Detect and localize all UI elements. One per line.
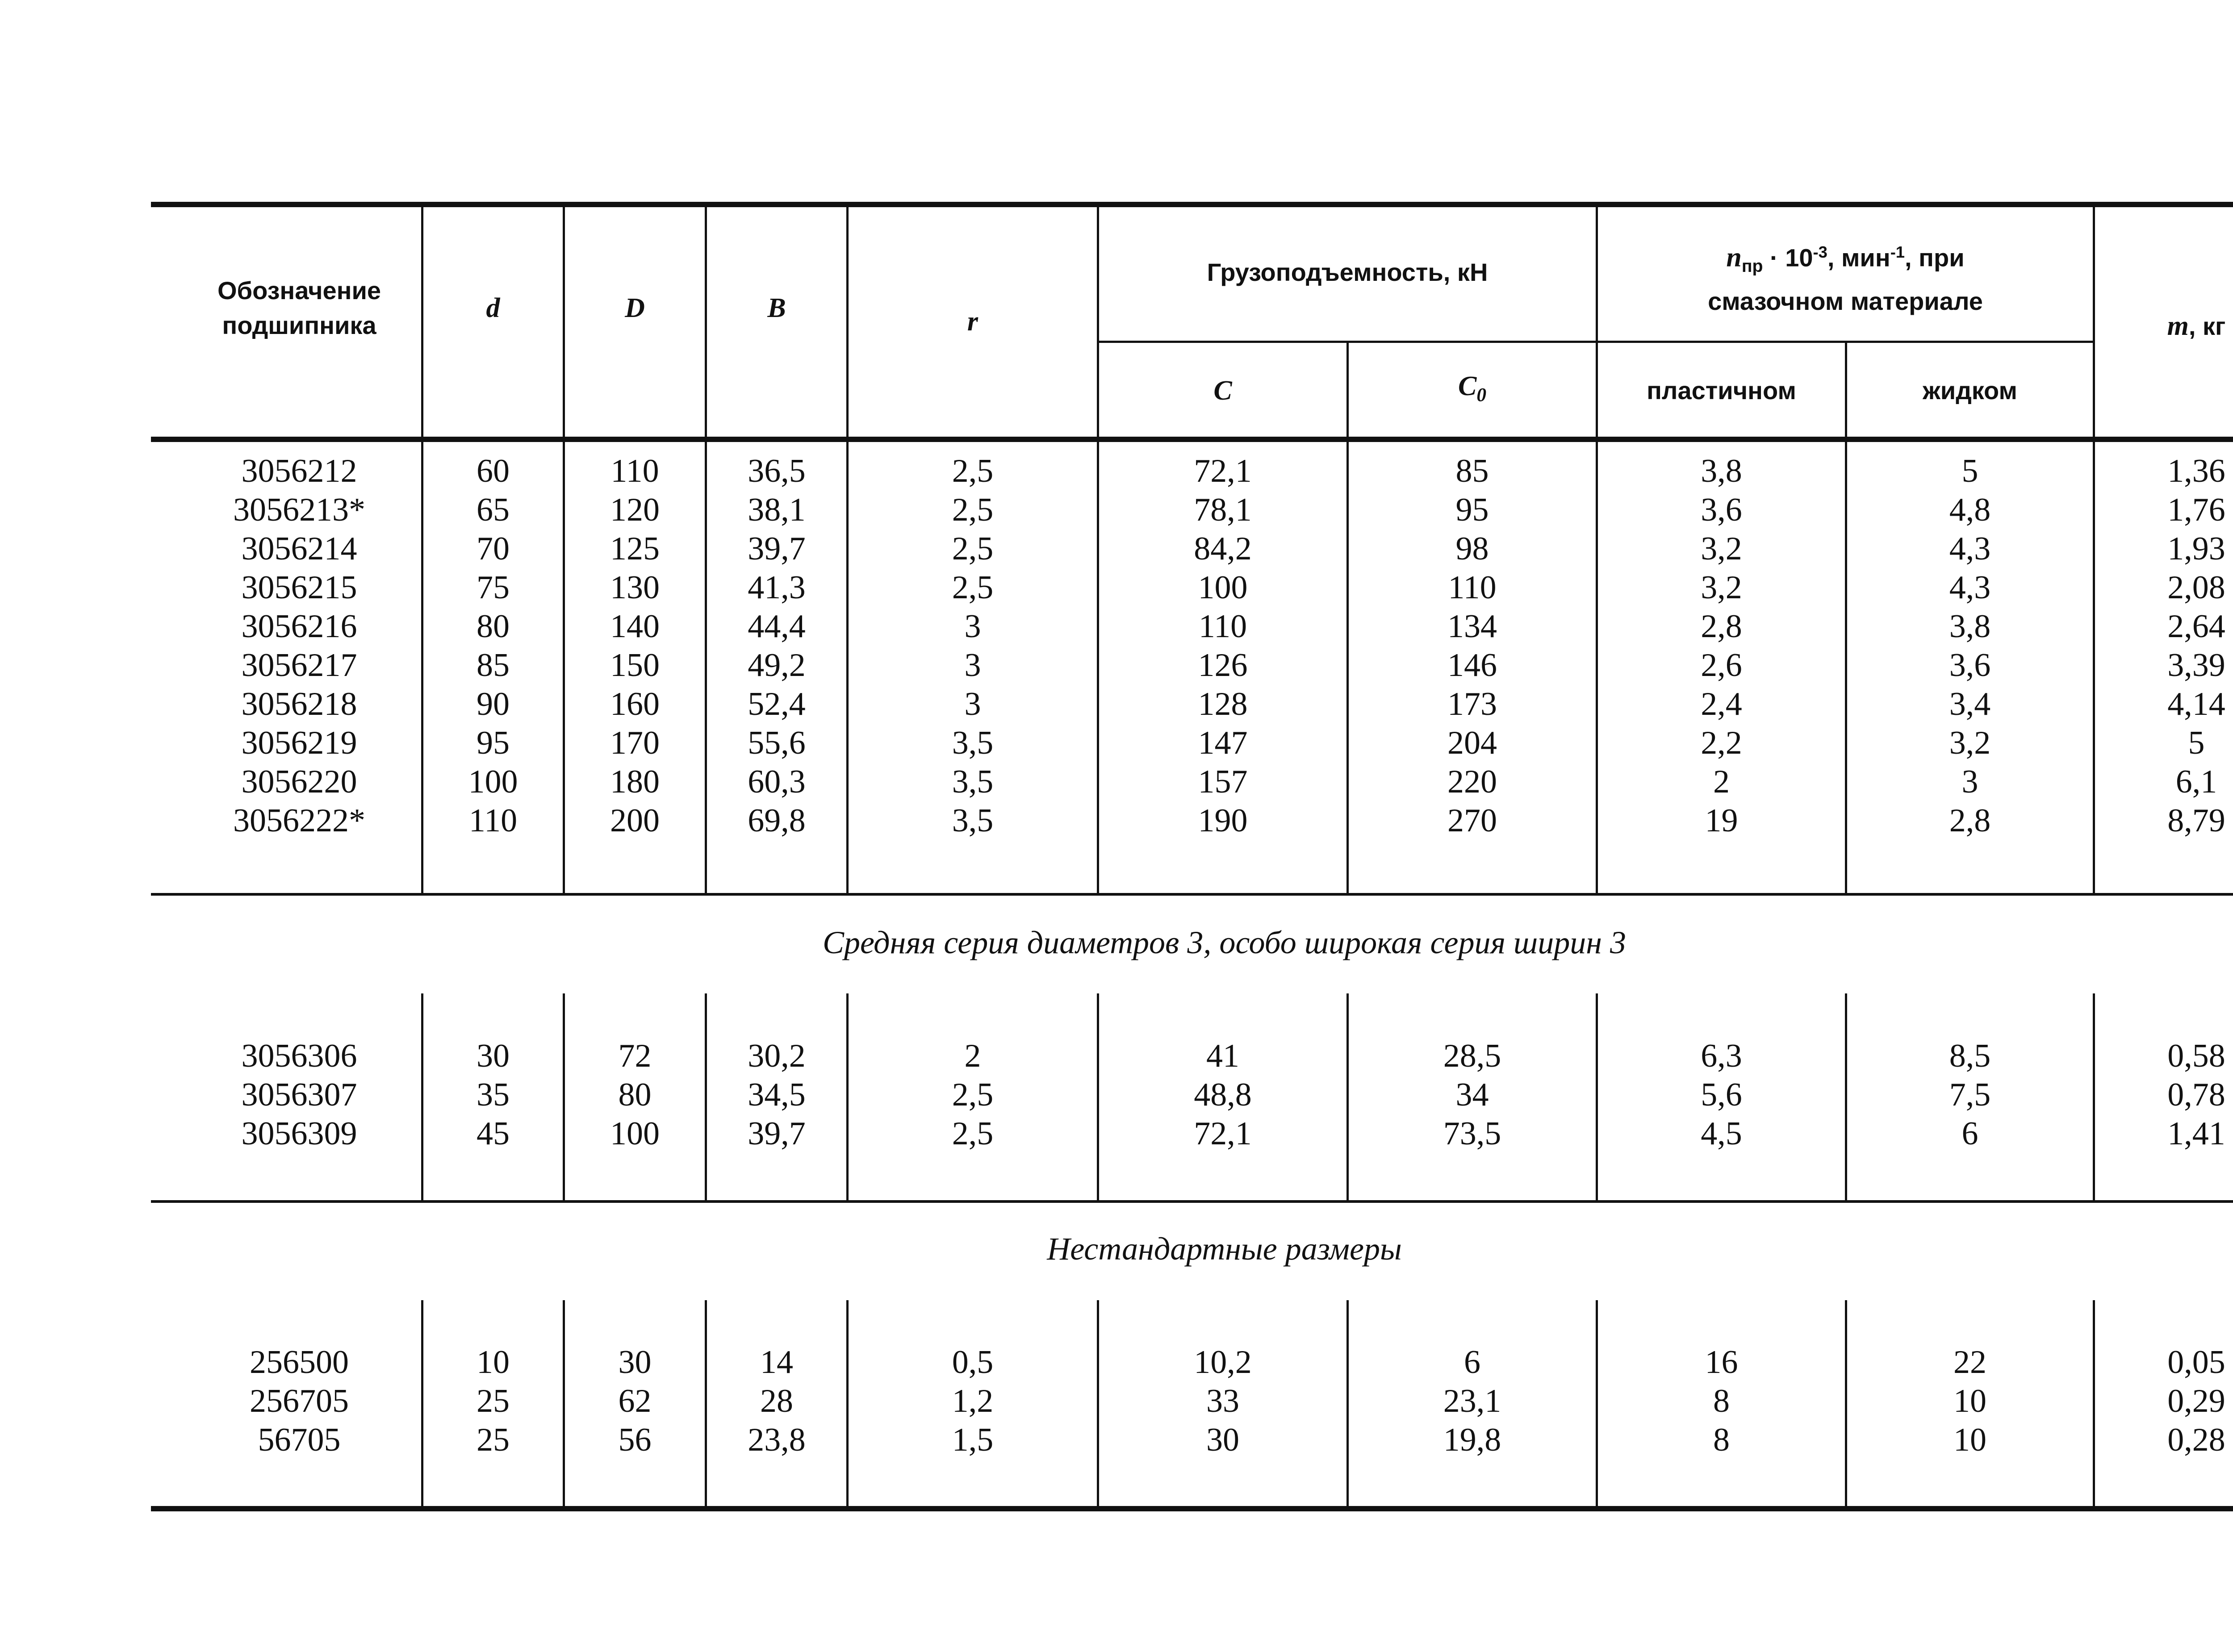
cell-n_liquid: 3,8 bbox=[1949, 608, 1991, 645]
cell-designation: 3056307 bbox=[241, 1076, 357, 1113]
header-C0 bbox=[1349, 357, 1596, 424]
header-speed-line2: смазочном материале bbox=[1708, 287, 1983, 315]
cell-r: 3,5 bbox=[952, 763, 994, 800]
column-C bbox=[1099, 1343, 1346, 1460]
capacity-subheader-rule bbox=[1097, 341, 2093, 343]
cell-n_liquid: 2,8 bbox=[1949, 802, 1991, 839]
cell-B: 28 bbox=[760, 1383, 793, 1419]
cell-D: 150 bbox=[610, 647, 660, 684]
cell-d: 60 bbox=[477, 453, 510, 489]
cell-r: 1,5 bbox=[952, 1422, 994, 1458]
cell-C0: 146 bbox=[1447, 647, 1497, 684]
cell-n_plastic: 8 bbox=[1713, 1422, 1730, 1458]
cell-n_liquid: 8,5 bbox=[1949, 1038, 1991, 1074]
cell-m: 0,78 bbox=[2167, 1076, 2225, 1113]
cell-B: 30,2 bbox=[748, 1038, 806, 1074]
cell-designation: 3056219 bbox=[241, 725, 357, 761]
cell-designation: 3056216 bbox=[241, 608, 357, 645]
cell-d: 95 bbox=[477, 725, 510, 761]
cell-B: 39,7 bbox=[748, 1115, 806, 1152]
column-D bbox=[565, 452, 705, 840]
cell-designation: 56705 bbox=[258, 1422, 341, 1458]
cell-n_plastic: 2,4 bbox=[1701, 686, 1742, 722]
header-speed-exp2: -1 bbox=[1890, 243, 1905, 262]
column-m bbox=[2095, 1037, 2233, 1153]
cell-m: 1,41 bbox=[2167, 1115, 2225, 1152]
header-mass-m: m bbox=[2167, 310, 2189, 341]
cell-r: 2,5 bbox=[952, 492, 994, 528]
cell-designation: 3056220 bbox=[241, 763, 357, 800]
cell-B: 60,3 bbox=[748, 763, 806, 800]
header-d bbox=[423, 268, 563, 348]
cell-B: 41,3 bbox=[748, 569, 806, 606]
cell-C0: 73,5 bbox=[1443, 1115, 1501, 1152]
cell-C: 128 bbox=[1198, 686, 1248, 722]
cell-n_liquid: 4,3 bbox=[1949, 530, 1991, 567]
cell-C: 72,1 bbox=[1194, 453, 1252, 489]
column-n_plastic bbox=[1598, 452, 1845, 840]
column-D bbox=[565, 1343, 705, 1460]
cell-C0: 6 bbox=[1464, 1344, 1480, 1381]
table-top-rule bbox=[151, 202, 2233, 207]
cell-d: 80 bbox=[477, 608, 510, 645]
column-D bbox=[565, 1037, 705, 1153]
cell-r: 2,5 bbox=[952, 569, 994, 606]
cell-r: 3 bbox=[964, 608, 981, 645]
cell-r: 2,5 bbox=[952, 1115, 994, 1152]
cell-designation: 256705 bbox=[250, 1383, 349, 1419]
cell-C0: 98 bbox=[1455, 530, 1489, 567]
cell-designation: 256500 bbox=[250, 1344, 349, 1381]
cell-m: 5 bbox=[2188, 725, 2205, 761]
column-r bbox=[849, 1037, 1097, 1153]
column-m bbox=[2095, 452, 2233, 840]
cell-d: 110 bbox=[468, 802, 518, 839]
cell-D: 56 bbox=[618, 1422, 652, 1458]
cell-C0: 28,5 bbox=[1443, 1038, 1501, 1074]
cell-r: 0,5 bbox=[952, 1344, 994, 1381]
cell-m: 2,64 bbox=[2167, 608, 2225, 645]
header-d-label: d bbox=[486, 293, 500, 323]
cell-C: 190 bbox=[1198, 802, 1248, 839]
header-designation bbox=[179, 250, 420, 366]
cell-n_liquid: 5 bbox=[1961, 453, 1978, 489]
cell-r: 3,5 bbox=[952, 802, 994, 839]
cell-C0: 173 bbox=[1447, 686, 1497, 722]
cell-B: 14 bbox=[760, 1344, 793, 1381]
cell-C0: 134 bbox=[1447, 608, 1497, 645]
header-mass-unit: , кг bbox=[2188, 312, 2226, 340]
cell-m: 3,39 bbox=[2167, 647, 2225, 684]
cell-n_plastic: 19 bbox=[1705, 802, 1738, 839]
cell-n_liquid: 6 bbox=[1961, 1115, 1978, 1152]
cell-r: 3 bbox=[964, 647, 981, 684]
cell-C: 41 bbox=[1206, 1038, 1239, 1074]
cell-B: 44,4 bbox=[748, 608, 806, 645]
cell-r: 2,5 bbox=[952, 453, 994, 489]
cell-D: 120 bbox=[610, 492, 660, 528]
cell-n_liquid: 3,2 bbox=[1949, 725, 1991, 761]
cell-designation: 3056222* bbox=[233, 802, 365, 839]
cell-D: 200 bbox=[610, 802, 660, 839]
header-speed-exp1: -3 bbox=[1813, 243, 1827, 262]
header-speed-n: n bbox=[1726, 242, 1742, 273]
header-liquid-label: жидком bbox=[1923, 376, 2017, 405]
cell-d: 70 bbox=[477, 530, 510, 567]
header-bottom-rule bbox=[151, 437, 2233, 442]
cell-C0: 220 bbox=[1447, 763, 1497, 800]
column-n_liquid bbox=[1847, 1343, 2093, 1460]
cell-C: 147 bbox=[1198, 725, 1248, 761]
header-designation-label: Обозначение подшипника bbox=[217, 276, 381, 339]
cell-C0: 110 bbox=[1448, 569, 1497, 606]
cell-B: 49,2 bbox=[748, 647, 806, 684]
cell-r: 2 bbox=[964, 1038, 981, 1074]
cell-m: 0,58 bbox=[2167, 1038, 2225, 1074]
cell-C: 84,2 bbox=[1194, 530, 1252, 567]
column-C bbox=[1099, 1037, 1346, 1153]
column-r bbox=[849, 1343, 1097, 1460]
cell-B: 52,4 bbox=[748, 686, 806, 722]
header-C bbox=[1099, 357, 1346, 424]
cell-designation: 3056218 bbox=[241, 686, 357, 722]
header-D bbox=[565, 268, 705, 348]
cell-m: 4,14 bbox=[2167, 686, 2225, 722]
cell-B: 39,7 bbox=[748, 530, 806, 567]
cell-B: 55,6 bbox=[748, 725, 806, 761]
cell-n_liquid: 10 bbox=[1953, 1383, 1986, 1419]
cell-n_liquid: 7,5 bbox=[1949, 1076, 1991, 1113]
header-B-label: B bbox=[767, 293, 786, 323]
cell-m: 1,93 bbox=[2167, 530, 2225, 567]
cell-d: 10 bbox=[477, 1344, 510, 1381]
cell-r: 2,5 bbox=[952, 530, 994, 567]
column-n_plastic bbox=[1598, 1037, 1845, 1153]
cell-m: 0,29 bbox=[2167, 1383, 2225, 1419]
cell-D: 110 bbox=[611, 453, 659, 489]
header-speed-mid: · 10 bbox=[1763, 243, 1813, 272]
cell-C0: 19,8 bbox=[1443, 1422, 1501, 1458]
cell-d: 35 bbox=[477, 1076, 510, 1113]
cell-n_liquid: 10 bbox=[1953, 1422, 1986, 1458]
cell-m: 1,76 bbox=[2167, 492, 2225, 528]
cell-C0: 204 bbox=[1447, 725, 1497, 761]
cell-D: 140 bbox=[610, 608, 660, 645]
cell-r: 3 bbox=[964, 686, 981, 722]
header-speed-tail: , при bbox=[1905, 243, 1965, 272]
cell-n_plastic: 2,6 bbox=[1701, 647, 1742, 684]
header-C-label: C bbox=[1213, 375, 1232, 406]
section1-bottom-rule bbox=[151, 893, 2233, 896]
cell-D: 30 bbox=[618, 1344, 652, 1381]
header-C0-label: C bbox=[1458, 371, 1477, 402]
cell-n_liquid: 4,8 bbox=[1949, 492, 1991, 528]
cell-C: 48,8 bbox=[1194, 1076, 1252, 1113]
column-C0 bbox=[1349, 1037, 1596, 1153]
column-r bbox=[849, 452, 1097, 840]
header-plastic bbox=[1598, 357, 1845, 424]
cell-C0: 95 bbox=[1455, 492, 1489, 528]
cell-D: 170 bbox=[610, 725, 660, 761]
cell-D: 130 bbox=[610, 569, 660, 606]
cell-C: 10,2 bbox=[1194, 1344, 1252, 1381]
cell-n_plastic: 16 bbox=[1705, 1344, 1738, 1381]
column-B bbox=[707, 1343, 846, 1460]
cell-n_liquid: 3 bbox=[1961, 763, 1978, 800]
column-m bbox=[2095, 1343, 2233, 1460]
column-designation bbox=[179, 452, 420, 840]
header-speed-unit: , мин bbox=[1827, 243, 1890, 272]
cell-C0: 85 bbox=[1455, 453, 1489, 489]
cell-n_plastic: 2,8 bbox=[1701, 608, 1742, 645]
cell-n_plastic: 3,8 bbox=[1701, 453, 1742, 489]
cell-C: 30 bbox=[1206, 1422, 1239, 1458]
column-designation bbox=[179, 1343, 420, 1460]
cell-d: 30 bbox=[477, 1038, 510, 1074]
cell-C: 100 bbox=[1198, 569, 1248, 606]
column-B bbox=[707, 452, 846, 840]
header-B bbox=[707, 268, 846, 348]
cell-C: 157 bbox=[1198, 763, 1248, 800]
cell-designation: 3056306 bbox=[241, 1038, 357, 1074]
column-n_plastic bbox=[1598, 1343, 1845, 1460]
cell-n_plastic: 2,2 bbox=[1701, 725, 1742, 761]
cell-n_liquid: 3,6 bbox=[1949, 647, 1991, 684]
cell-n_liquid: 3,4 bbox=[1949, 686, 1991, 722]
cell-m: 1,36 bbox=[2167, 453, 2225, 489]
cell-d: 25 bbox=[477, 1422, 510, 1458]
cell-m: 8,79 bbox=[2167, 802, 2225, 839]
section-title-nonstandard: Нестандартные размеры bbox=[1047, 1231, 1402, 1267]
column-d bbox=[423, 452, 563, 840]
cell-n_liquid: 4,3 bbox=[1949, 569, 1991, 606]
cell-m: 0,28 bbox=[2167, 1422, 2225, 1458]
cell-C: 126 bbox=[1198, 647, 1248, 684]
cell-D: 100 bbox=[610, 1115, 660, 1152]
cell-n_plastic: 3,2 bbox=[1701, 530, 1742, 567]
cell-designation: 3056215 bbox=[241, 569, 357, 606]
section-title-medium-series: Средняя серия диаметров 3, особо широкая серия ширин 3 bbox=[822, 925, 1626, 960]
cell-n_plastic: 3,2 bbox=[1701, 569, 1742, 606]
cell-D: 62 bbox=[618, 1383, 652, 1419]
cell-n_plastic: 2 bbox=[1713, 763, 1730, 800]
cell-C0: 34 bbox=[1455, 1076, 1489, 1113]
cell-C0: 23,1 bbox=[1443, 1383, 1501, 1419]
column-n_liquid bbox=[1847, 452, 2093, 840]
cell-C: 78,1 bbox=[1194, 492, 1252, 528]
cell-d: 45 bbox=[477, 1115, 510, 1152]
cell-B: 34,5 bbox=[748, 1076, 806, 1113]
cell-d: 65 bbox=[477, 492, 510, 528]
column-designation bbox=[179, 1037, 420, 1153]
cell-C: 72,1 bbox=[1194, 1115, 1252, 1152]
header-mass bbox=[2095, 286, 2233, 366]
column-C bbox=[1099, 452, 1346, 840]
cell-C: 110 bbox=[1198, 608, 1247, 645]
cell-m: 2,08 bbox=[2167, 569, 2225, 606]
header-liquid bbox=[1847, 357, 2093, 424]
table-bottom-rule bbox=[151, 1506, 2233, 1511]
cell-n_plastic: 6,3 bbox=[1701, 1038, 1742, 1074]
cell-d: 75 bbox=[477, 569, 510, 606]
cell-designation: 3056217 bbox=[241, 647, 357, 684]
column-d bbox=[423, 1037, 563, 1153]
header-plastic-label: пластичном bbox=[1647, 376, 1796, 405]
section2-bottom-rule bbox=[151, 1200, 2233, 1203]
cell-designation: 3056212 bbox=[241, 453, 357, 489]
column-C0 bbox=[1349, 452, 1596, 840]
cell-D: 160 bbox=[610, 686, 660, 722]
cell-d: 25 bbox=[477, 1383, 510, 1419]
column-d bbox=[423, 1343, 563, 1460]
cell-n_liquid: 22 bbox=[1953, 1344, 1986, 1381]
cell-r: 3,5 bbox=[952, 725, 994, 761]
cell-n_plastic: 3,6 bbox=[1701, 492, 1742, 528]
header-speed-sub: пр bbox=[1741, 256, 1763, 276]
cell-designation: 3056213* bbox=[233, 492, 365, 528]
cell-n_plastic: 4,5 bbox=[1701, 1115, 1742, 1152]
column-C0 bbox=[1349, 1343, 1596, 1460]
cell-B: 38,1 bbox=[748, 492, 806, 528]
column-B bbox=[707, 1037, 846, 1153]
cell-m: 6,1 bbox=[2175, 763, 2217, 800]
cell-B: 36,5 bbox=[748, 453, 806, 489]
cell-r: 2,5 bbox=[952, 1076, 994, 1113]
header-C0-subscript: 0 bbox=[1476, 384, 1487, 406]
cell-D: 180 bbox=[610, 763, 660, 800]
cell-designation: 3056309 bbox=[241, 1115, 357, 1152]
cell-r: 1,2 bbox=[952, 1383, 994, 1419]
cell-B: 23,8 bbox=[748, 1422, 806, 1458]
header-r-label: r bbox=[967, 306, 979, 337]
header-r bbox=[849, 281, 1097, 362]
header-D-label: D bbox=[625, 293, 645, 323]
cell-d: 85 bbox=[477, 647, 510, 684]
cell-D: 72 bbox=[618, 1038, 652, 1074]
cell-d: 100 bbox=[468, 763, 518, 800]
cell-designation: 3056214 bbox=[241, 530, 357, 567]
header-speed bbox=[1598, 237, 2093, 317]
cell-C0: 270 bbox=[1447, 802, 1497, 839]
header-capacity-label: Грузоподъемность, кН bbox=[1207, 258, 1488, 286]
cell-D: 125 bbox=[610, 530, 660, 567]
cell-n_plastic: 8 bbox=[1713, 1383, 1730, 1419]
cell-B: 69,8 bbox=[748, 802, 806, 839]
cell-d: 90 bbox=[477, 686, 510, 722]
cell-n_plastic: 5,6 bbox=[1701, 1076, 1742, 1113]
cell-m: 0,05 bbox=[2167, 1344, 2225, 1381]
column-n_liquid bbox=[1847, 1037, 2093, 1153]
cell-C: 33 bbox=[1206, 1383, 1239, 1419]
cell-D: 80 bbox=[618, 1076, 652, 1113]
header-capacity bbox=[1099, 241, 1596, 304]
